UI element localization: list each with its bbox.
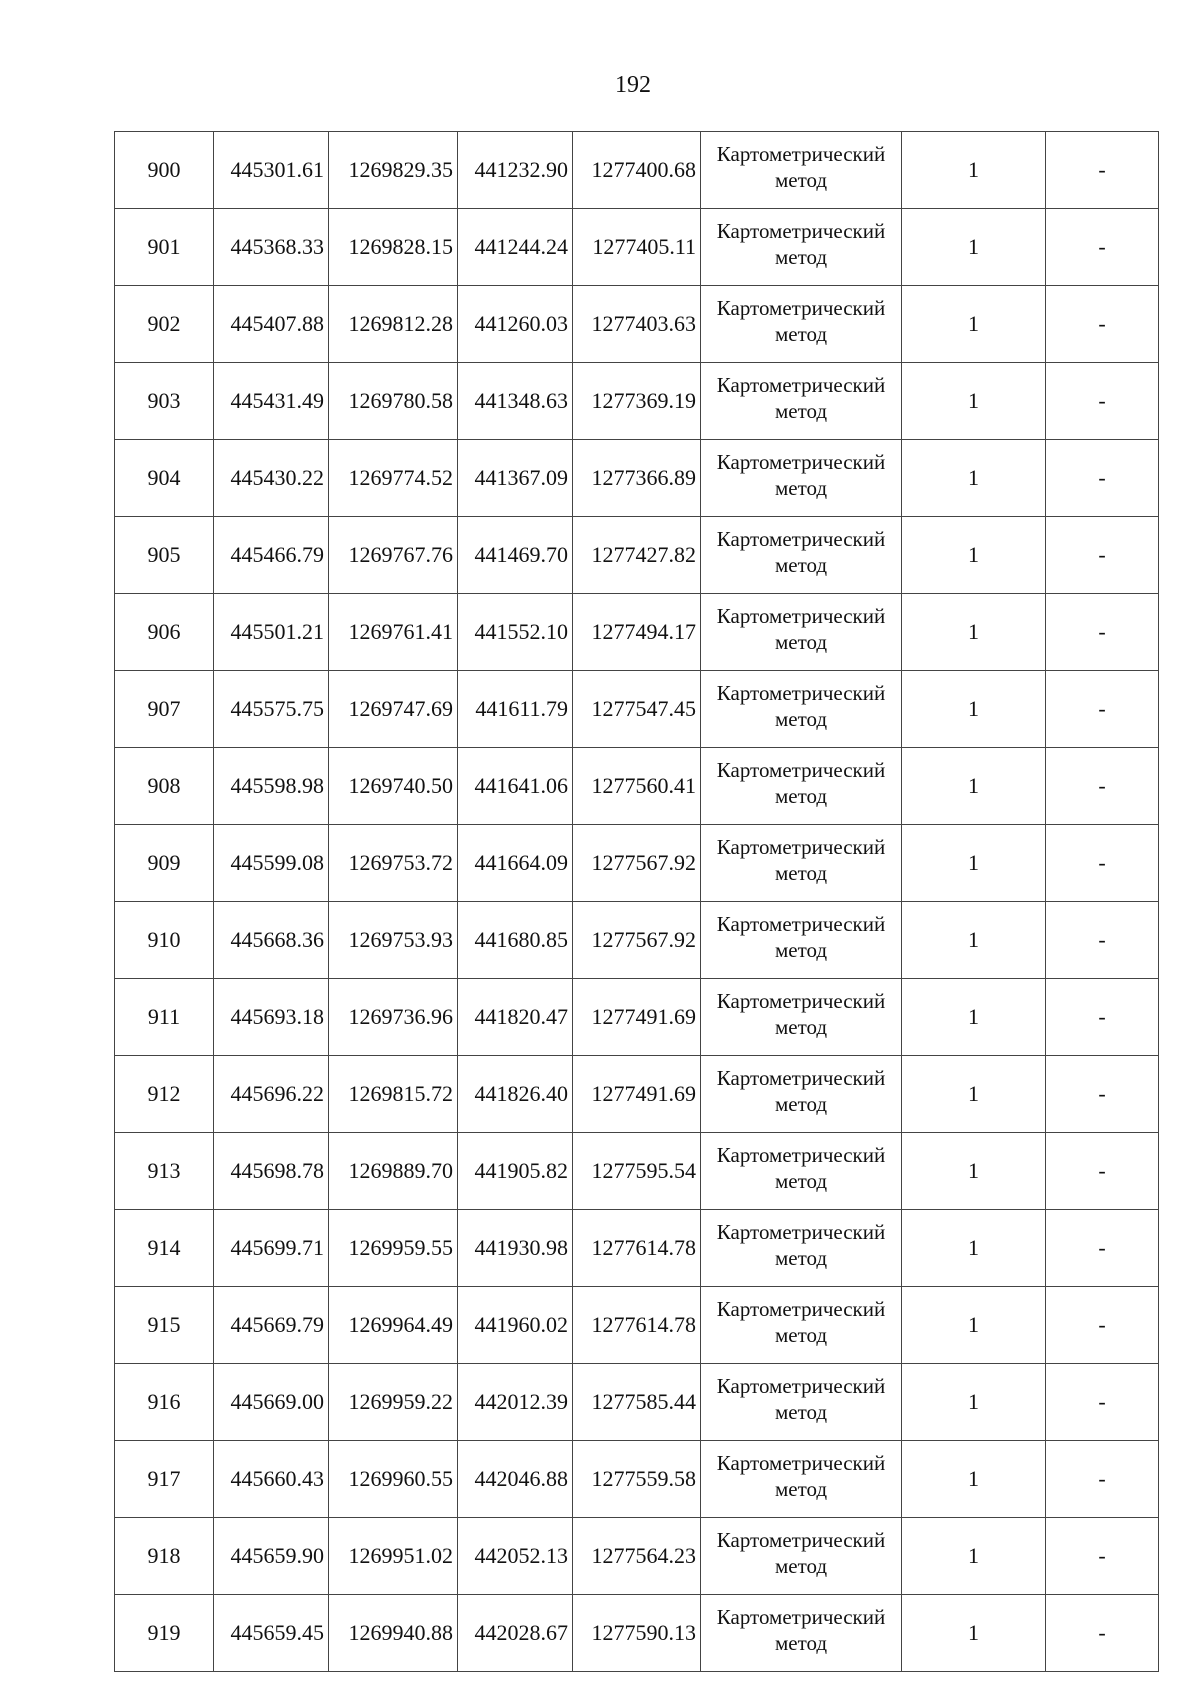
method-cell [701,1595,902,1672]
accuracy-cell: 1 [902,1441,1046,1518]
method-line-2: метод [774,1092,828,1116]
accuracy-cell: 1 [902,902,1046,979]
y2-coordinate-cell: 1277560.41 [573,748,701,825]
note-cell: - [1046,1518,1159,1595]
x2-coordinate-cell: 442052.13 [458,1518,573,1595]
page-number: 192 [615,72,651,98]
note-cell: - [1046,209,1159,286]
method-cell [701,440,902,517]
method-line-2: метод [774,861,828,885]
point-number-cell: 900 [115,132,214,209]
accuracy-cell: 1 [902,825,1046,902]
x2-coordinate-cell: 441960.02 [458,1287,573,1364]
note-cell: - [1046,1133,1159,1210]
accuracy-cell: 1 [902,594,1046,671]
y2-coordinate-cell: 1277366.89 [573,440,701,517]
method-line-2: метод [774,476,828,500]
y-coordinate-cell: 1269960.55 [329,1441,458,1518]
method-line-1: Картометрический [716,1143,886,1167]
method-line-1: Картометрический [716,1297,886,1321]
x2-coordinate-cell: 441367.09 [458,440,573,517]
method-line-2: метод [774,322,828,346]
method-line-1: Картометрический [716,604,886,628]
accuracy-cell: 1 [902,1364,1046,1441]
method-cell [701,363,902,440]
note-cell: - [1046,979,1159,1056]
method-line-1: Картометрический [716,1066,886,1090]
point-number-cell: 909 [115,825,214,902]
x-coordinate-cell: 445430.22 [214,440,329,517]
x-coordinate-cell: 445698.78 [214,1133,329,1210]
table-row [115,979,1159,1056]
y-coordinate-cell: 1269780.58 [329,363,458,440]
point-number-cell: 905 [115,517,214,594]
x2-coordinate-cell: 442012.39 [458,1364,573,1441]
table-row [115,825,1159,902]
y2-coordinate-cell: 1277547.45 [573,671,701,748]
point-number-cell: 901 [115,209,214,286]
note-cell: - [1046,132,1159,209]
point-number-cell: 903 [115,363,214,440]
method-cell [701,286,902,363]
point-number-cell: 919 [115,1595,214,1672]
x-coordinate-cell: 445501.21 [214,594,329,671]
y-coordinate-cell: 1269964.49 [329,1287,458,1364]
method-line-1: Картометрический [716,450,886,474]
method-cell [701,1518,902,1595]
y2-coordinate-cell: 1277400.68 [573,132,701,209]
method-cell [701,671,902,748]
table-row [115,1518,1159,1595]
table-row [115,1287,1159,1364]
x-coordinate-cell: 445599.08 [214,825,329,902]
y-coordinate-cell: 1269740.50 [329,748,458,825]
x-coordinate-cell: 445699.71 [214,1210,329,1287]
accuracy-cell: 1 [902,1287,1046,1364]
point-number-cell: 918 [115,1518,214,1595]
point-number-cell: 917 [115,1441,214,1518]
table-row [115,671,1159,748]
table-row [115,1364,1159,1441]
table-row [115,1441,1159,1518]
y-coordinate-cell: 1269828.15 [329,209,458,286]
accuracy-cell: 1 [902,1595,1046,1672]
accuracy-cell: 1 [902,671,1046,748]
x-coordinate-cell: 445431.49 [214,363,329,440]
accuracy-cell: 1 [902,1133,1046,1210]
note-cell: - [1046,1595,1159,1672]
y-coordinate-cell: 1269753.72 [329,825,458,902]
accuracy-cell: 1 [902,979,1046,1056]
method-line-2: метод [774,1169,828,1193]
method-line-1: Картометрический [716,1451,886,1475]
method-cell [701,979,902,1056]
method-line-2: метод [774,245,828,269]
note-cell: - [1046,1364,1159,1441]
method-line-2: метод [774,1554,828,1578]
x2-coordinate-cell: 441232.90 [458,132,573,209]
note-cell: - [1046,440,1159,517]
y2-coordinate-cell: 1277614.78 [573,1210,701,1287]
method-line-2: метод [774,784,828,808]
x-coordinate-cell: 445659.45 [214,1595,329,1672]
x2-coordinate-cell: 441664.09 [458,825,573,902]
table-row [115,594,1159,671]
method-cell [701,1287,902,1364]
y-coordinate-cell: 1269815.72 [329,1056,458,1133]
method-cell [701,517,902,594]
table-row [115,748,1159,825]
method-line-2: метод [774,1400,828,1424]
y-coordinate-cell: 1269774.52 [329,440,458,517]
accuracy-cell: 1 [902,440,1046,517]
x-coordinate-cell: 445598.98 [214,748,329,825]
x-coordinate-cell: 445368.33 [214,209,329,286]
method-line-2: метод [774,1631,828,1655]
method-line-2: метод [774,399,828,423]
x-coordinate-cell: 445407.88 [214,286,329,363]
method-line-1: Картометрический [716,296,886,320]
method-cell [701,825,902,902]
x2-coordinate-cell: 441641.06 [458,748,573,825]
x-coordinate-cell: 445668.36 [214,902,329,979]
method-line-1: Картометрический [716,912,886,936]
note-cell: - [1046,517,1159,594]
y-coordinate-cell: 1269747.69 [329,671,458,748]
table-row [115,517,1159,594]
point-number-cell: 916 [115,1364,214,1441]
y-coordinate-cell: 1269812.28 [329,286,458,363]
point-number-cell: 912 [115,1056,214,1133]
y2-coordinate-cell: 1277491.69 [573,1056,701,1133]
y-coordinate-cell: 1269959.22 [329,1364,458,1441]
table-body [115,132,1159,1672]
x2-coordinate-cell: 441244.24 [458,209,573,286]
y-coordinate-cell: 1269940.88 [329,1595,458,1672]
method-line-2: метод [774,168,828,192]
y-coordinate-cell: 1269761.41 [329,594,458,671]
x-coordinate-cell: 445669.79 [214,1287,329,1364]
method-line-1: Картометрический [716,989,886,1013]
accuracy-cell: 1 [902,286,1046,363]
note-cell: - [1046,1287,1159,1364]
method-line-1: Картометрический [716,835,886,859]
method-cell [701,1210,902,1287]
table-row [115,1056,1159,1133]
method-cell [701,594,902,671]
method-cell [701,1364,902,1441]
y2-coordinate-cell: 1277405.11 [573,209,701,286]
table-row [115,286,1159,363]
point-number-cell: 907 [115,671,214,748]
y-coordinate-cell: 1269829.35 [329,132,458,209]
note-cell: - [1046,1056,1159,1133]
point-number-cell: 902 [115,286,214,363]
y2-coordinate-cell: 1277564.23 [573,1518,701,1595]
y2-coordinate-cell: 1277585.44 [573,1364,701,1441]
x-coordinate-cell: 445575.75 [214,671,329,748]
x-coordinate-cell: 445659.90 [214,1518,329,1595]
accuracy-cell: 1 [902,1056,1046,1133]
method-line-1: Картометрический [716,219,886,243]
accuracy-cell: 1 [902,517,1046,594]
point-number-cell: 911 [115,979,214,1056]
x2-coordinate-cell: 441826.40 [458,1056,573,1133]
note-cell: - [1046,748,1159,825]
coordinates-table [114,131,1159,1672]
point-number-cell: 915 [115,1287,214,1364]
table-row [115,1210,1159,1287]
table-row [115,1133,1159,1210]
note-cell: - [1046,1441,1159,1518]
x2-coordinate-cell: 441930.98 [458,1210,573,1287]
accuracy-cell: 1 [902,132,1046,209]
method-cell [701,132,902,209]
table-row [115,209,1159,286]
x2-coordinate-cell: 441348.63 [458,363,573,440]
note-cell: - [1046,363,1159,440]
note-cell: - [1046,825,1159,902]
point-number-cell: 904 [115,440,214,517]
method-cell [701,209,902,286]
y2-coordinate-cell: 1277403.63 [573,286,701,363]
method-cell [701,1056,902,1133]
method-line-2: метод [774,938,828,962]
x2-coordinate-cell: 442046.88 [458,1441,573,1518]
table-row [115,363,1159,440]
y2-coordinate-cell: 1277614.78 [573,1287,701,1364]
accuracy-cell: 1 [902,1210,1046,1287]
accuracy-cell: 1 [902,363,1046,440]
method-line-1: Картометрический [716,527,886,551]
point-number-cell: 908 [115,748,214,825]
method-cell [701,902,902,979]
note-cell: - [1046,902,1159,979]
y2-coordinate-cell: 1277567.92 [573,825,701,902]
method-line-1: Картометрический [716,1528,886,1552]
x2-coordinate-cell: 441260.03 [458,286,573,363]
x2-coordinate-cell: 441552.10 [458,594,573,671]
method-line-2: метод [774,707,828,731]
y2-coordinate-cell: 1277595.54 [573,1133,701,1210]
y2-coordinate-cell: 1277590.13 [573,1595,701,1672]
x2-coordinate-cell: 441611.79 [458,671,573,748]
method-line-1: Картометрический [716,373,886,397]
y-coordinate-cell: 1269767.76 [329,517,458,594]
y2-coordinate-cell: 1277494.17 [573,594,701,671]
table-row [115,132,1159,209]
y-coordinate-cell: 1269736.96 [329,979,458,1056]
method-line-1: Картометрический [716,142,886,166]
method-line-2: метод [774,553,828,577]
y-coordinate-cell: 1269889.70 [329,1133,458,1210]
y2-coordinate-cell: 1277567.92 [573,902,701,979]
note-cell: - [1046,1210,1159,1287]
y2-coordinate-cell: 1277369.19 [573,363,701,440]
point-number-cell: 906 [115,594,214,671]
x-coordinate-cell: 445693.18 [214,979,329,1056]
x-coordinate-cell: 445696.22 [214,1056,329,1133]
method-line-2: метод [774,1015,828,1039]
method-line-1: Картометрический [716,1605,886,1629]
x2-coordinate-cell: 441905.82 [458,1133,573,1210]
method-line-2: метод [774,1246,828,1270]
accuracy-cell: 1 [902,209,1046,286]
y-coordinate-cell: 1269951.02 [329,1518,458,1595]
y2-coordinate-cell: 1277491.69 [573,979,701,1056]
accuracy-cell: 1 [902,1518,1046,1595]
method-line-1: Картометрический [716,681,886,705]
x-coordinate-cell: 445669.00 [214,1364,329,1441]
x-coordinate-cell: 445466.79 [214,517,329,594]
note-cell: - [1046,594,1159,671]
x-coordinate-cell: 445660.43 [214,1441,329,1518]
method-line-1: Картометрический [716,758,886,782]
point-number-cell: 914 [115,1210,214,1287]
table-row [115,902,1159,979]
x2-coordinate-cell: 442028.67 [458,1595,573,1672]
x2-coordinate-cell: 441469.70 [458,517,573,594]
method-line-2: метод [774,1477,828,1501]
point-number-cell: 913 [115,1133,214,1210]
note-cell: - [1046,671,1159,748]
method-cell [701,1133,902,1210]
table-row [115,440,1159,517]
point-number-cell: 910 [115,902,214,979]
method-line-2: метод [774,1323,828,1347]
x2-coordinate-cell: 441680.85 [458,902,573,979]
y-coordinate-cell: 1269959.55 [329,1210,458,1287]
accuracy-cell: 1 [902,748,1046,825]
y-coordinate-cell: 1269753.93 [329,902,458,979]
x2-coordinate-cell: 441820.47 [458,979,573,1056]
y2-coordinate-cell: 1277427.82 [573,517,701,594]
method-line-1: Картометрический [716,1374,886,1398]
method-line-1: Картометрический [716,1220,886,1244]
method-cell [701,1441,902,1518]
method-cell [701,748,902,825]
method-line-2: метод [774,630,828,654]
y2-coordinate-cell: 1277559.58 [573,1441,701,1518]
x-coordinate-cell: 445301.61 [214,132,329,209]
note-cell: - [1046,286,1159,363]
table-row [115,1595,1159,1672]
